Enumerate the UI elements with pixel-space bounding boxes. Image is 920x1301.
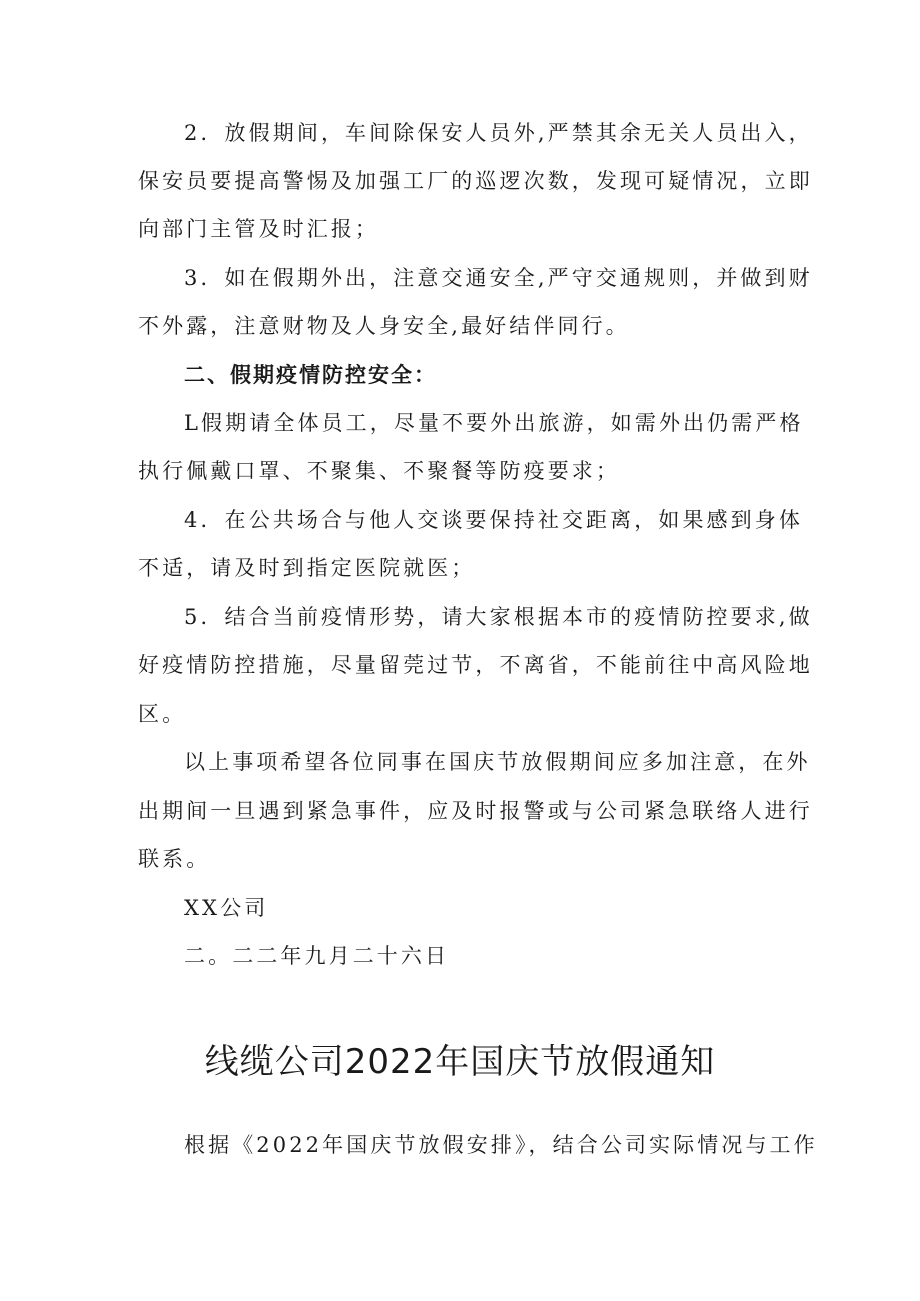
s2-item5-line2: 好疫情防控措施，尽量留莞过节，不离省，不能前往中高风险地 (138, 653, 813, 677)
item3-line2: 不外露，注意财物及人身安全,最好结伴同行。 (138, 314, 630, 338)
closing-line3: 联系。 (138, 847, 211, 871)
item2-line1: 2．放假期间，车间除保安人员外,严禁其余无关人员出入， (184, 121, 813, 145)
next-notice-title: 线缆公司2022年国庆节放假通知 (204, 1042, 716, 1082)
item2-line3: 向部门主管及时汇报； (138, 217, 379, 241)
signature-date: 二。二二年九月二十六日 (184, 944, 450, 968)
s2-item1-line2: 执行佩戴口罩、不聚集、不聚餐等防疫要求； (138, 459, 620, 483)
closing-line2: 出期间一旦遇到紧急事件，应及时报警或与公司紧急联络人进行 (138, 799, 813, 823)
closing-line1: 以上事项希望各位同事在国庆节放假期间应多加注意，在外 (184, 750, 811, 774)
next-notice-intro-line1: 根据《2022年国庆节放假安排》，结合公司实际情况与工作 (184, 1133, 818, 1157)
s2-item1-line1: L假期请全体员工，尽量不要外出旅游，如需外出仍需严格 (184, 411, 804, 435)
s2-item4-line1: 4．在公共场合与他人交谈要保持社交距离，如果感到身体 (184, 508, 803, 532)
item2-line2: 保安员要提高警惕及加强工厂的巡逻次数，发现可疑情况，立即 (138, 169, 813, 193)
signature-company: XX公司 (184, 896, 269, 920)
s2-item4-line2: 不适，请及时到指定医院就医； (138, 556, 476, 580)
section2-heading: 二、假期疫情防控安全： (184, 363, 437, 387)
item3-line1: 3．如在假期外出，注意交通安全,严守交通规则，并做到财 (184, 266, 813, 290)
s2-item5-line3: 区。 (138, 702, 187, 726)
s2-item5-line1: 5．结合当前疫情形势，请大家根据本市的疫情防控要求,做 (184, 605, 813, 629)
